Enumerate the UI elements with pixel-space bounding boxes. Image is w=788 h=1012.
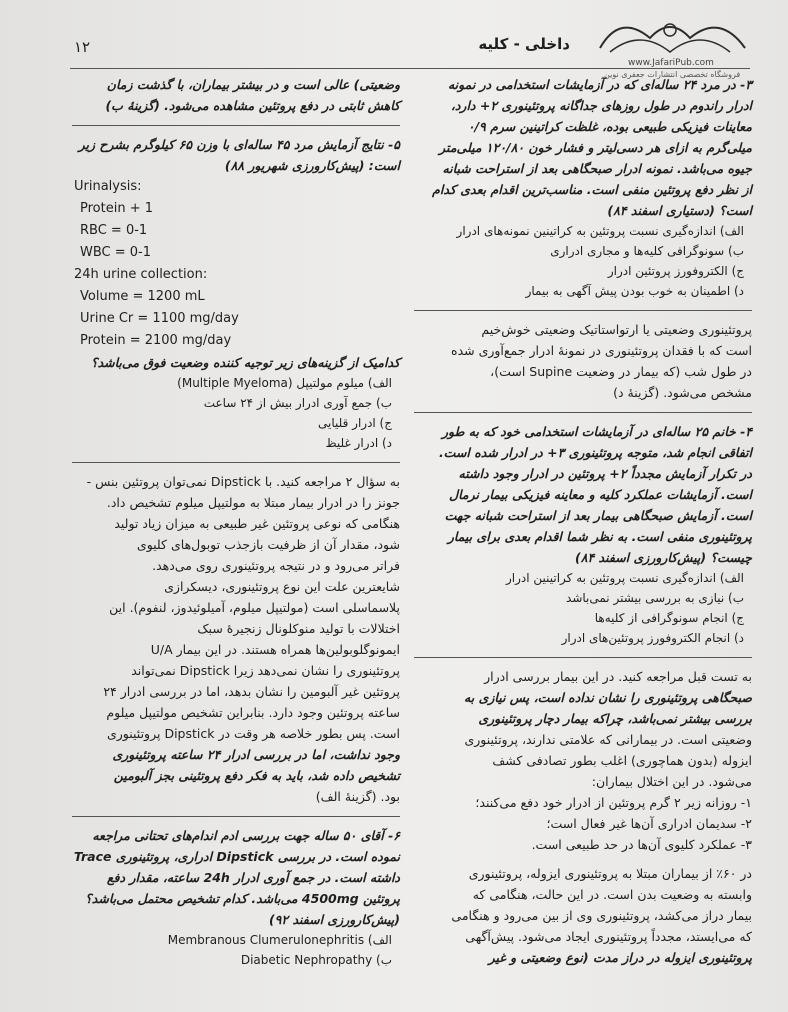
q6-line: (پیش‌کارورزی اسفند ۹۲) <box>268 912 400 927</box>
q3-answer-line: در طول شب (که بیمار در وضعیت Supine است)، <box>490 364 752 379</box>
q6-line: ۶- آقای ۵۰ ساله جهت بررسی ادم اندام‌های تحتانی مراجعه <box>92 828 400 843</box>
logo-caption: فروشگاه تخصصی انتشارات جعفری نوین <box>604 70 741 79</box>
q4-tail-line: بیمار دراز می‌کشد، پروتئینوری وی از بین می‌رود و هنگامی <box>451 908 752 923</box>
lab-line: WBC = 0-1 <box>80 245 152 260</box>
q5-option: د) ادرار غلیظ <box>325 436 392 450</box>
q4-option: ب) نیازی به بررسی بیشتر نمی‌باشد <box>566 591 744 605</box>
q5-answer-line: بود. (گزینهٔ الف) <box>315 789 400 804</box>
q3-line: از نظر دفع پروتئین منفی است. مناسب‌ترین اقدام بعدی کدام <box>432 182 752 197</box>
q3-option: د) اطمینان به خوب بودن پیش آگهی به بیمار <box>525 284 744 298</box>
q5-answer-line: پروتئین غیر آلبومین را نشان بدهد، اما در بررسی ادرار ۲۴ <box>103 684 400 699</box>
q4-option: ج) انجام سونوگرافی از کلیه‌ها <box>594 611 744 625</box>
q3-line: ۳- در مرد ۲۴ ساله‌ای که در آزمایشات استخدامی در نمونه <box>447 77 752 92</box>
separator <box>414 412 752 413</box>
q4-answer-line: بررسی بیشتر نمی‌باشد، چراکه بیمار دچار پروتئینوری <box>478 711 752 726</box>
q4-line: است. آزمایشات عملکرد کلیه و معاینه فیزیکی بیمار نرمال <box>448 487 752 502</box>
q4-tail-line: که می‌ایستد، مجدداً پروتئینوری ایجاد می‌شود. پیش‌آگهی <box>465 929 752 944</box>
q4-line: پروتئینوری منفی است. به نظر شما اقدام بعدی برای بیمار <box>447 529 752 544</box>
q3-option: ب) سونوگرافی کلیه‌ها و مجاری ادراری <box>550 244 744 258</box>
q4-answer-line: وضعیتی است. در بیمارانی که علامتی ندارند، پروتئینوری <box>464 732 752 747</box>
q4-list-item: ۳- عملکرد کلیوی آن‌ها در حد طبیعی است. <box>531 837 752 852</box>
q5-option: ج) ادرار قلیایی <box>318 416 392 430</box>
lab-line: Urinalysis: <box>74 179 142 194</box>
q5-answer-line: پروتئینوری را نشان نمی‌دهد زیرا Dipstick نمی‌تواند <box>131 663 400 678</box>
separator <box>72 816 400 817</box>
q3-answer-line: مشخص می‌شود. (گزینهٔ د) <box>613 385 752 400</box>
q5-option: الف) میلوم مولتیپل (Multiple Myeloma) <box>177 376 392 390</box>
q4-line: چیست؟ (پیش‌کارورزی اسفند ۸۴) <box>575 550 752 565</box>
separator <box>72 462 400 463</box>
q5-line: ۵- نتایج آزمایش مرد ۴۵ ساله‌ای با وزن ۶۵ کیلوگرم بشرح زیر <box>78 137 400 152</box>
q4-answer-line: می‌شود. در این اختلال بیماران: <box>591 774 752 789</box>
separator <box>72 125 400 126</box>
q5-answer-line: جونز را در ادرار بیمار مبتلا به مولتیپل میلوم تشخیص داد. <box>106 495 400 510</box>
q5-answer-line: هنگامی که نوعی پروتئین غیر طبیعی به میزان زیاد تولید <box>114 516 400 531</box>
page-number: ۱۲ <box>74 38 91 56</box>
separator <box>414 310 752 311</box>
q5-answer-line: ایمونوگلوبولین‌ها همراه هستند. در این بیمار U/A <box>150 642 400 657</box>
q4-option: د) انجام الکتروفورز پروتئین‌های ادرار <box>561 631 744 645</box>
q3-line: است؟ (دستیاری اسفند ۸۴) <box>607 203 752 218</box>
q4-tail-line: وابسته به وضعیت بدن است. در این حالت، هنگامی که <box>472 887 752 902</box>
q3-line: معاینات فیزیکی طبیعی بوده، غلظت کراتینین سرم ۰/۹ <box>467 119 752 134</box>
q3-line: جیوه می‌باشد. نمونه ادرار صبحگاهی بعد از استراحت شبانه <box>442 161 752 176</box>
q4-answer-line: ایزوله (بدون هماچوری) اغلب بطور تصادفی کشف <box>492 753 752 768</box>
q4-line: است. آزمایش صبحگاهی بیمار بعد از استراحت شبانه جهت <box>444 508 752 523</box>
q5-line: است: (پیش‌کارورزی شهریور ۸۸) <box>224 158 400 173</box>
header-rule <box>70 68 750 69</box>
q5-answer-line: شایعترین علت این نوع پروتئینوری، دیسکرازی <box>164 579 400 594</box>
left-column <box>72 74 400 970</box>
q5-answer-line: ساعته پروتئین وجود دارد. بنابراین تشخیص مولتیپل میلوم <box>106 705 400 720</box>
q4-answer-line: صبحگاهی پروتئینوری را نشان نداده است، پس نیازی به <box>464 690 752 705</box>
q5-answer-line: پلاسماسلی است (مولتیپل میلوم، آمیلوئیدوز، لنفوم). این <box>109 600 400 615</box>
q3-option: الف) اندازه‌گیری نسبت پروتئین به کراتینین نمونه‌های ادرار <box>456 224 744 238</box>
q6-line: داشته است. در جمع آوری ادرار 24h ساعته، مقدار دفع <box>106 870 400 885</box>
q4-list-item: ۲- سدیمان ادراری آن‌ها غیر فعال است؛ <box>546 816 752 831</box>
q5-answer-line: است. پس بطور خلاصه هر وقت در Dipstick پروتئینوری <box>106 726 400 741</box>
q3-option: ج) الکتروفورز پروتئین ادرار <box>607 264 744 278</box>
q4-line: در تکرار آزمایش مجدداً ۲+ پروتئین در ادرار وجود داشته <box>458 466 752 481</box>
q5-answer-line: وجود نداشت، اما در بررسی ادرار ۲۴ ساعته پروتئینوری <box>112 747 400 762</box>
q5-answer-line: اختلالات با تولید منوکلونال زنجیرهٔ سبک <box>197 621 400 636</box>
q3-line: ادرار راندوم در طول روزهای جداگانه پروتئینوری ۲+ دارد، <box>450 98 752 113</box>
q4-list-item: ۱- روزانه زیر ۲ گرم پروتئین از ادرار خود دفع می‌کنند؛ <box>475 795 752 810</box>
chapter-title: داخلی - کلیه <box>478 35 570 53</box>
lab-line: Urine Cr = 1100 mg/day <box>80 311 239 326</box>
q4-option: الف) اندازه‌گیری نسبت پروتئین به کراتینین ادرار <box>505 571 744 585</box>
q3-answer-line: پروتئینوری وضعیتی یا ارتواستاتیک وضعیتی خوش‌خیم <box>481 322 752 337</box>
q6-option: ب) Diabetic Nephropathy <box>240 953 392 967</box>
q5-answer-line: تشخیص داده شد، باید به فکر دفع پروتئینی بجز آلبومین <box>113 768 400 783</box>
q5-answer-line: شود، مقدار آن از ظرفیت بازجذب توبول‌های کلیوی <box>136 537 400 552</box>
q4-line: اتفاقی انجام شد، متوجه پروتئینوری ۳+ در ادرار شده است. <box>438 445 752 460</box>
right-column <box>414 74 752 968</box>
q4-answer-line: به تست قبل مراجعه کنید. در این بیمار بررسی ادرار <box>484 669 752 684</box>
q4-tail-line: پروتئینوری ایزوله در دراز مدت (نوع وضعیتی و غیر <box>488 950 752 965</box>
q3-answer-line: است که با فقدان پروتئینوری در نمونهٔ ادرار جمع‌آوری شده <box>451 343 752 358</box>
separator <box>414 657 752 658</box>
logo-url: www.JafariPub.com <box>628 58 714 68</box>
q5-question: کدامیک از گزینه‌های زیر توجیه کننده وضعیت فوق می‌باشد؟ <box>90 355 400 370</box>
q5-answer-line: فراتر می‌رود و در نتیجه پروتئینوری روی می‌دهد. <box>152 558 400 573</box>
q6-line: نموده است. در بررسی Dipstick ادراری، پروتئینوری Trace <box>73 849 400 864</box>
lab-line: Volume = 1200 mL <box>80 289 205 304</box>
cont-line: کاهش ثابتی در دفع پروتئین مشاهده می‌شود. (گزینهٔ ب) <box>105 98 400 113</box>
q4-tail-line: در ۶۰٪ از بیماران مبتلا به پروتئینوری ایزوله، پروتئینوری <box>468 866 752 881</box>
q3-line: میلی‌گرم به ازای هر دسی‌لیتر و فشار خون ۱۲۰/۸۰ میلی‌متر <box>439 140 752 155</box>
cont-line: وضعیتی) عالی است و در بیشتر بیماران، با گذشت زمان <box>106 77 400 92</box>
lab-line: Protein + 1 <box>80 201 153 216</box>
q4-line: ۴- خانم ۲۵ ساله‌ای در آزمایشات استخدامی خود که به طور <box>441 424 752 439</box>
q6-option: الف) Membranous Clumerulonephritis <box>167 933 392 947</box>
q6-line: پروتئین 4500mg می‌باشد. کدام تشخیص محتمل می‌باشد؟ <box>85 891 400 906</box>
q5-answer-line: به سؤال ۲ مراجعه کنید. با Dipstick نمی‌توان پروتئین بنس - <box>86 474 400 489</box>
lab-line: 24h urine collection: <box>74 267 208 282</box>
q5-option: ب) جمع آوری ادرار بیش از ۲۴ ساعت <box>203 396 392 410</box>
lab-line: RBC = 0-1 <box>80 223 148 238</box>
lab-line: Protein = 2100 mg/day <box>80 333 232 348</box>
